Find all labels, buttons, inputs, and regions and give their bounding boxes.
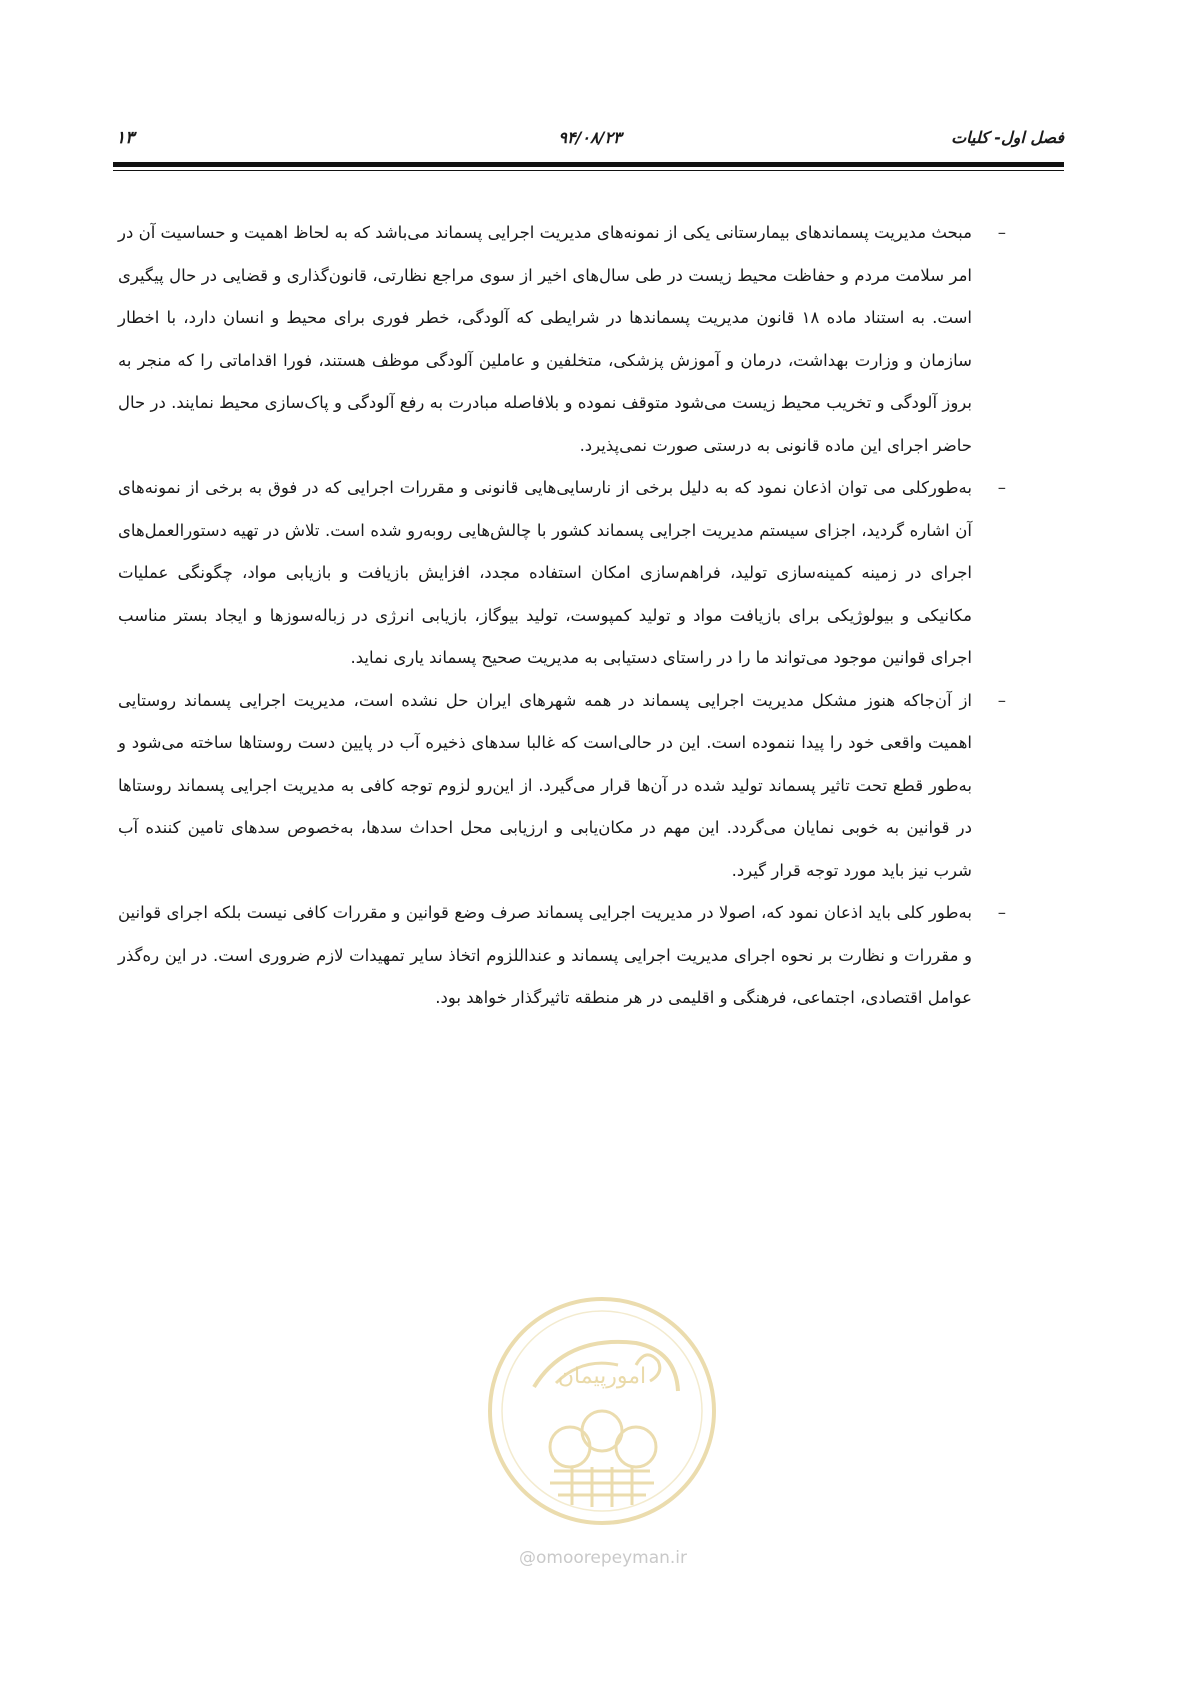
bullet-dash: –: [997, 690, 1006, 710]
bullet-dash: –: [997, 223, 1006, 242]
header-rule-thick: [113, 162, 1064, 167]
page-number: ۱۳: [116, 128, 135, 148]
list-item: [118, 892, 1014, 1020]
list-item: [118, 467, 1014, 680]
list-item: [118, 680, 1014, 893]
bullet-dash: –: [997, 903, 1006, 922]
header-date: ۹۴/۰۸/۲۳: [558, 128, 622, 147]
body-text: [118, 212, 1014, 1020]
bullet-list: [118, 212, 1014, 1020]
watermark-site: @omoorepeyman.ir: [518, 1548, 688, 1568]
chapter-title: فصل اول- کلیات: [951, 128, 1064, 147]
header-rule-thin: [113, 170, 1064, 171]
list-item: [118, 212, 1014, 467]
page-header: [116, 128, 1064, 150]
paragraph-text: به‌طور کلی باید اذعان نمود که، اصولا در مدیریت اجرایی پسماند صرف وضع قوانین و مقررات کافی نیست بلکه اجرای قوانین و مقررات و نظارت بر نحوه اجرای مدیریت اجرایی پسماند و عنداللزوم اتخاذ سایر تمهیدات لازم ضروری است. در این ره‌گذر عوامل اقتصادی، اجتماعی، فرهنگی و اقلیمی در هر منطقه تاثیرگذار خواهد بود.: [118, 903, 972, 1007]
bullet-dash: –: [997, 478, 1006, 497]
watermark-logo-text: امورپیمان: [557, 1364, 647, 1389]
paragraph-text: از آن‌جاکه هنوز مشکل مدیریت اجرایی پسماند در همه شهرهای ایران حل نشده است، مدیریت اجرایی پسماند روستایی اهمیت واقعی خود را پیدا ننموده است. این در حالی‌است که غالبا سدهای ذخیره آب در پایین دست روستاها ساخته می‌شود و به‌طور قطع تحت تاثیر پسماند تولید شده در آن‌ها قرار می‌گیرد. از این‌رو لزوم توجه کافی به مدیریت اجرایی پسماند روستاها در قوانین به خوبی نمایان می‌گردد. این مهم در مکان‌یابی و ارزیابی محل احداث سدها، به‌خصوص سدهای تامین کننده آب شرب نیز باید مورد توجه قرار گیرد.: [118, 690, 972, 880]
paragraph-text: به‌طورکلی می توان اذعان نمود که به دلیل برخی از نارسایی‌هایی قانونی و مقررات اجرایی که در فوق به برخی از نمونه‌های آن اشاره گردید، اجزای سیستم مدیریت اجرایی پسماند کشور با چالش‌هایی روبه‌رو شده است. تلاش در تهیه دستورالعمل‌های اجرای در زمینه کمینه‌سازی تولید، فراهم‌سازی امکان استفاده مجدد، افزایش بازیافت و بازیابی مواد، چگونگی عملیات مکانیکی و بیولوژیکی برای بازیافت مواد و تولید کمپوست، تولید بیوگاز، بازیابی انرژی در زباله‌سوزها و ایجاد بستر مناسب اجرای قوانین موجود می‌تواند ما را در راستای دستیابی به مدیریت صحیح پسماند یاری نماید.: [118, 478, 972, 667]
watermark-seal-icon: [486, 1295, 718, 1527]
paragraph-text: مبحث مدیریت پسماندهای بیمارستانی یکی از نمونه‌های مدیریت اجرایی پسماند می‌باشد که به لحاظ اهمیت و حساسیت آن در امر سلامت مردم و حفاظت محیط زیست در طی سال‌های اخیر از سوی مراجع نظارتی، قانون‌گذاری و قضایی در حال پیگیری است. به استناد ماده ۱۸ قانون مدیریت پسماندها در شرایطی که آلودگی، خطر فوری برای محیط و انسان دارد، با اخطار سازمان و وزارت بهداشت، درمان و آموزش پزشکی، متخلفین و عاملین آلودگی موظف هستند، فورا اقداماتی را که منجر به بروز آلودگی و تخریب محیط زیست می‌شود متوقف نموده و بلافاصله مبادرت به رفع آلودگی و پاک‌سازی محیط نمایند. در حال حاضر اجرای این ماده قانونی به درستی صورت نمی‌پذیرد.: [118, 223, 972, 455]
